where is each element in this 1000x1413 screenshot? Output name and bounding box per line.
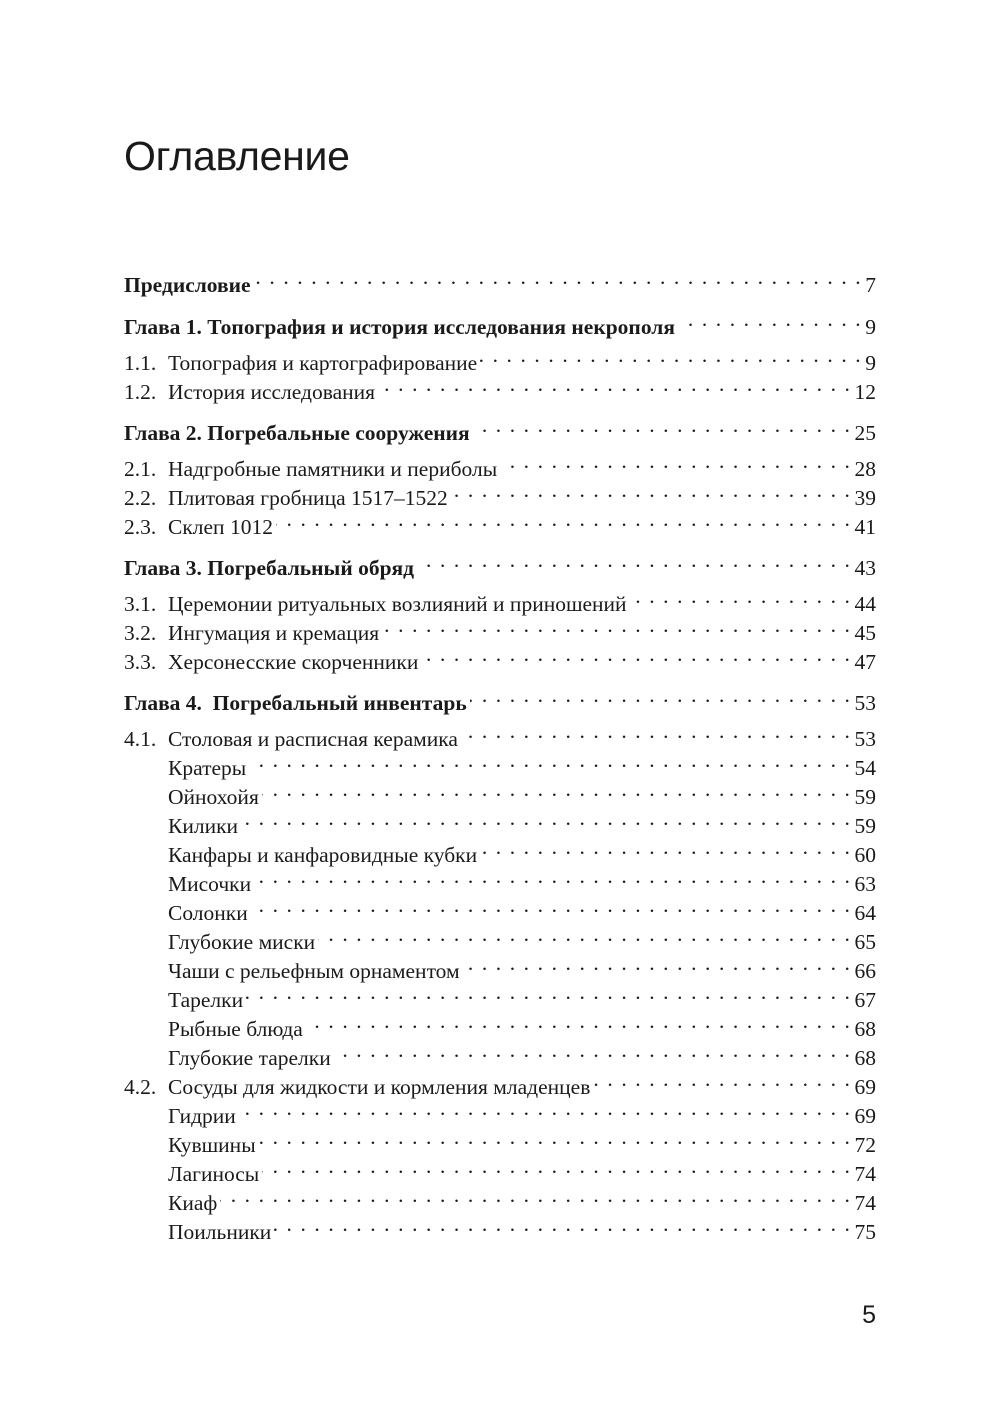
toc-dot-leader [239,1094,852,1123]
toc-subentry[interactable] [124,1094,876,1128]
toc-section-entry[interactable] [124,640,876,674]
toc-page-number: 28 [854,457,876,481]
toc-entry-number: 2.3. [124,515,157,539]
toc-section-entry[interactable] [124,505,876,539]
toc-dot-leader [249,746,851,775]
toc-entry-label: Кратеры [168,756,247,780]
toc-entry-label: Глава 2. Погребальные сооружения [124,421,470,445]
toc-dot-leader [246,978,851,1007]
toc-subentry[interactable] [124,891,876,925]
toc-dot-leader [262,1152,851,1181]
toc-dot-leader [461,717,852,746]
toc-page-number: 72 [854,1133,876,1157]
toc-page-number: 75 [854,1220,876,1244]
toc-entry-label: Глава 4. Погребальный инвентарь [124,691,467,715]
toc-subentry[interactable] [124,978,876,1012]
toc-section-entry[interactable] [124,611,876,645]
toc-chapter-entry[interactable] [124,263,876,297]
toc-page-number: 25 [854,421,876,445]
toc-entry-label: Солонки [168,901,248,925]
toc-dot-leader [470,681,852,710]
toc-subentry[interactable] [124,862,876,896]
toc-entry-number: 3.3. [124,650,157,674]
toc-subentry[interactable] [124,949,876,983]
toc-dot-leader [274,1210,851,1239]
toc-entry-label: Склеп 1012 [168,515,273,539]
toc-dot-leader [254,862,851,891]
toc-entry-label: Чаши с рельефным орнаментом [168,959,460,983]
toc-page-number: 43 [854,556,876,580]
toc-page-number: 12 [854,380,876,404]
toc-dot-leader [593,1065,851,1094]
toc-subentry[interactable] [124,1123,876,1157]
toc-entry-label: Мисочки [168,872,252,896]
toc-dot-leader [473,411,852,440]
toc-entry-label: Гидрии [168,1104,236,1128]
toc-page-number: 53 [854,691,876,715]
toc-dot-leader [463,949,852,978]
toc-subentry[interactable] [124,920,876,954]
toc-page-number: 45 [854,621,876,645]
toc-subentry[interactable] [124,1181,876,1215]
toc-entry-number: 3.1. [124,592,157,616]
toc-section-entry[interactable] [124,476,876,510]
toc-subentry[interactable] [124,804,876,838]
toc-subentry[interactable] [124,833,876,867]
toc-dot-leader [480,341,862,370]
toc-page-number: 67 [854,988,876,1012]
toc-entry-label: Килики [168,814,239,838]
toc-entry-label: Сосуды для жидкости и кормления младенцев [168,1075,591,1099]
toc-entry-label: Надгробные памятники и периболы [168,457,498,481]
toc-entry-label: Глава 3. Погребальный обряд [124,556,415,580]
toc-page-number: 64 [854,901,876,925]
toc-section-entry[interactable] [124,341,876,375]
toc-subentry[interactable] [124,746,876,780]
toc-page-number: 74 [854,1162,876,1186]
toc-entry-number: 4.2. [124,1075,157,1099]
toc-chapter-entry[interactable] [124,546,876,580]
toc-entry-number: 1.1. [124,351,157,375]
toc-page-number: 39 [854,486,876,510]
toc-entry-number: 4.1. [124,727,157,751]
toc-page-number: 65 [854,930,876,954]
toc-entry-label: Церемонии ритуальных возлияний и приношений [168,592,627,616]
toc-entry-label: Поильники [168,1220,272,1244]
toc-chapter-entry[interactable] [124,305,876,339]
toc-page-number: 7 [865,273,876,297]
toc-dot-leader [262,775,852,804]
toc-dot-leader [334,1036,852,1065]
toc-page-number: 68 [854,1046,876,1070]
toc-section-entry[interactable] [124,582,876,616]
toc-entry-label: Ойнохойя [168,785,259,809]
toc-dot-leader [678,305,862,334]
toc-entry-label: Глава 1. Топография и история исследования некрополя [124,315,675,339]
toc-dot-leader [480,833,851,862]
toc-entry-label: Плитовая гробница 1517–1522 [168,486,448,510]
toc-section-entry[interactable] [124,370,876,404]
toc-entry-label: Топография и картографирование [168,351,478,375]
toc-page-number: 54 [854,756,876,780]
toc-dot-leader [276,505,852,534]
toc-entry-label: Херсонесские скорченники [168,650,419,674]
toc-dot-leader [241,804,851,833]
toc-entry-label: Столовая и расписная керамика [168,727,458,751]
toc-subentry[interactable] [124,775,876,809]
toc-entry-label: Глубокие миски [168,930,316,954]
toc-page-number: 9 [865,351,876,375]
toc-dot-leader [259,1123,852,1152]
toc-entry-label: Тарелки [168,988,244,1012]
toc-page-number: 69 [854,1075,876,1099]
table-of-contents [124,0,876,1300]
toc-page-number: 59 [854,785,876,809]
toc-entry-number: 2.2. [124,486,157,510]
toc-entry-number: 1.2. [124,380,157,404]
toc-page-number: 74 [854,1191,876,1215]
toc-dot-leader [251,891,852,920]
toc-page-number: 41 [854,515,876,539]
toc-entry-label: Рыбные блюда [168,1017,303,1041]
toc-dot-leader [421,640,851,669]
toc-page-number: 44 [854,592,876,616]
page-number: 5 [862,1301,876,1329]
toc-entry-label: Киаф [168,1191,218,1215]
toc-dot-leader [451,476,852,505]
toc-dot-leader [378,370,851,399]
toc-dot-leader [254,263,863,292]
toc-page-number: 63 [854,872,876,896]
toc-page-number: 60 [854,843,876,867]
toc-entry-number: 2.1. [124,457,157,481]
toc-dot-leader [630,582,852,611]
toc-chapter-entry[interactable] [124,681,876,715]
toc-dot-leader [306,1007,852,1036]
toc-subentry[interactable] [124,1210,876,1244]
toc-chapter-entry[interactable] [124,411,876,445]
toc-section-entry[interactable] [124,1065,876,1099]
page-title: Оглавление [124,133,350,179]
toc-dot-leader [220,1181,851,1210]
toc-page-number: 59 [854,814,876,838]
toc-dot-leader [382,611,851,640]
toc-subentry[interactable] [124,1007,876,1041]
toc-subentry[interactable] [124,1152,876,1186]
toc-entry-label: История исследования [168,380,376,404]
toc-entry-label: Глубокие тарелки [168,1046,331,1070]
toc-entry-label: Лагиносы [168,1162,260,1186]
toc-page-number: 66 [854,959,876,983]
toc-page-number: 47 [854,650,876,674]
toc-entry-label: Кувшины [168,1133,256,1157]
toc-section-entry[interactable] [124,717,876,751]
toc-page-number: 68 [854,1017,876,1041]
toc-page-number: 69 [854,1104,876,1128]
toc-entry-label: Предисловие [124,273,251,297]
toc-subentry[interactable] [124,1036,876,1070]
toc-dot-leader [318,920,851,949]
toc-dot-leader [417,546,851,575]
toc-section-entry[interactable] [124,447,876,481]
toc-dot-leader [500,447,851,476]
toc-page-number: 9 [865,315,876,339]
toc-entry-label: Канфары и канфаровидные кубки [168,843,478,867]
toc-entry-label: Ингумация и кремация [168,621,380,645]
toc-entry-number: 3.2. [124,621,157,645]
toc-page-number: 53 [854,727,876,751]
